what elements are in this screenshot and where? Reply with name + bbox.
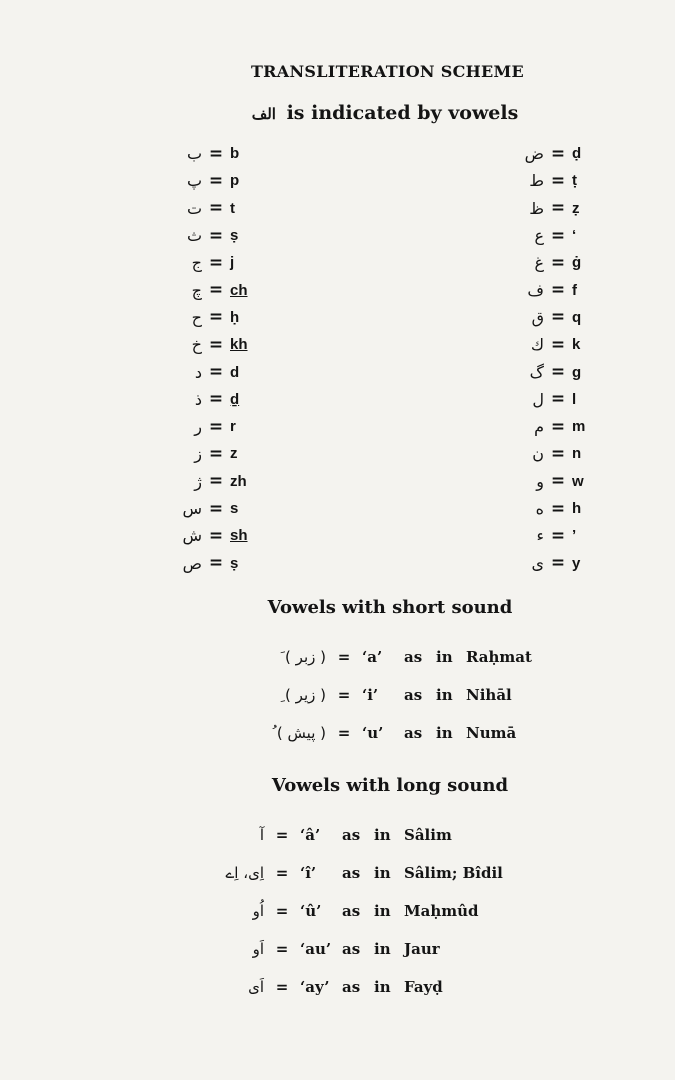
vowel-arabic: ( زبر ) َ xyxy=(280,648,326,666)
arabic-letter: ج xyxy=(191,253,202,273)
vowel-symbol: ‘ay’ xyxy=(300,978,330,996)
equals-sign: = xyxy=(550,498,566,519)
long-vowels-heading: Vowels with long sound xyxy=(271,775,509,796)
arabic-letter: ت xyxy=(186,198,202,218)
arabic-letter: ش xyxy=(182,526,202,546)
arabic-letter: س xyxy=(182,499,202,518)
equals-sign: = xyxy=(550,334,566,355)
consonant-column-left xyxy=(180,140,300,577)
vowel-symbol: ‘û’ xyxy=(300,902,322,920)
vowel-symbol: ‘i’ xyxy=(362,686,379,704)
right-row xyxy=(522,549,642,576)
in-word: in xyxy=(374,864,391,882)
arabic-letter: ف xyxy=(527,280,544,300)
latin-transliteration: ’ xyxy=(572,527,577,545)
arabic-letter: ل xyxy=(532,389,544,409)
vowel-symbol: ‘u’ xyxy=(362,724,384,742)
left-row xyxy=(180,413,300,440)
left-row xyxy=(180,140,300,167)
latin-transliteration: ẓ xyxy=(572,199,580,217)
arabic-letter: ر xyxy=(194,417,202,437)
arabic-letter: غ xyxy=(534,253,544,273)
right-row xyxy=(522,468,642,495)
equals-sign: = xyxy=(550,198,566,219)
example-word: Numā xyxy=(466,724,517,742)
left-row xyxy=(180,331,300,358)
example-word: Maḥmûd xyxy=(404,902,479,920)
equals-sign: = xyxy=(208,143,224,164)
equals-sign: = xyxy=(337,648,351,666)
vowel-arabic: اُو xyxy=(252,902,264,920)
equals-sign: = xyxy=(550,362,566,383)
example-word: Sâlim xyxy=(404,826,452,844)
latin-transliteration: h xyxy=(572,500,582,517)
left-row xyxy=(180,440,300,467)
short-vowels-heading: Vowels with short sound xyxy=(267,597,513,618)
example-word: Jaur xyxy=(404,940,440,958)
example-word: Fayḍ xyxy=(404,978,443,996)
latin-transliteration: ḏ xyxy=(230,390,240,408)
equals-sign: = xyxy=(275,864,289,882)
equals-sign: = xyxy=(208,471,224,492)
as-word: as xyxy=(342,978,361,996)
latin-transliteration: t xyxy=(230,199,235,217)
arabic-letter: ب xyxy=(186,144,202,164)
latin-transliteration: s xyxy=(230,500,239,517)
equals-sign: = xyxy=(550,143,566,164)
equals-sign: = xyxy=(550,553,566,574)
arabic-letter: خ xyxy=(191,335,202,355)
latin-transliteration: ṣ xyxy=(230,227,239,245)
example-word: Nihāl xyxy=(466,686,512,704)
as-word: as xyxy=(342,902,361,920)
equals-sign: = xyxy=(550,307,566,328)
equals-sign: = xyxy=(550,471,566,492)
equals-sign: = xyxy=(337,724,351,742)
vowel-arabic: آ xyxy=(259,826,264,844)
latin-transliteration: j xyxy=(230,254,235,272)
right-row xyxy=(522,331,642,358)
equals-sign: = xyxy=(208,525,224,546)
arabic-letter: ص xyxy=(182,553,202,573)
vowel-arabic: اِی، اِے xyxy=(225,864,264,882)
right-row xyxy=(522,358,642,385)
equals-sign: = xyxy=(208,443,224,464)
equals-sign: = xyxy=(550,525,566,546)
in-word: in xyxy=(374,940,391,958)
right-row xyxy=(522,495,642,522)
arabic-letter: ع xyxy=(534,226,544,246)
latin-transliteration: ḍ xyxy=(572,145,582,163)
vowel-symbol: ‘â’ xyxy=(300,826,321,844)
as-word: as xyxy=(342,940,361,958)
right-row xyxy=(522,195,642,222)
equals-sign: = xyxy=(275,902,289,920)
arabic-letter: چ xyxy=(191,280,202,300)
equals-sign: = xyxy=(550,443,566,464)
latin-transliteration: r xyxy=(230,418,236,436)
as-word: as xyxy=(342,864,361,882)
latin-transliteration: w xyxy=(572,472,584,490)
left-row xyxy=(180,276,300,303)
left-row xyxy=(180,468,300,495)
arabic-letter: ژ xyxy=(194,471,202,491)
latin-transliteration: ṣ xyxy=(230,554,239,572)
vowel-symbol: ‘a’ xyxy=(362,648,383,666)
equals-sign: = xyxy=(275,978,289,996)
as-word: as xyxy=(342,826,361,844)
right-row xyxy=(522,413,642,440)
equals-sign: = xyxy=(275,826,289,844)
latin-transliteration: p xyxy=(230,172,240,190)
arabic-letter: ط xyxy=(529,171,544,191)
latin-transliteration: ṭ xyxy=(572,172,577,190)
vowel-arabic: ( پيش ) ُ xyxy=(272,724,326,742)
latin-transliteration: ġ xyxy=(572,254,582,272)
vowel-row xyxy=(0,940,440,958)
as-word: as xyxy=(404,724,423,742)
vowel-symbol: ‘î’ xyxy=(300,864,317,882)
equals-sign: = xyxy=(550,252,566,273)
equals-sign: = xyxy=(208,198,224,219)
page-title: TRANSLITERATION SCHEME xyxy=(250,62,525,81)
equals-sign: = xyxy=(550,225,566,246)
latin-transliteration: g xyxy=(572,363,582,381)
arabic-letter: ح xyxy=(191,307,202,327)
in-word: in xyxy=(436,686,453,704)
as-word: as xyxy=(404,648,423,666)
vowel-row xyxy=(0,864,503,882)
vowel-row xyxy=(0,724,516,742)
vowel-row xyxy=(0,978,443,996)
arabic-letter: م xyxy=(534,417,544,437)
as-word: as xyxy=(404,686,423,704)
example-word: Raḥmat xyxy=(466,648,532,666)
left-row xyxy=(180,358,300,385)
vowel-arabic: ( زير ) ِ xyxy=(280,686,326,704)
arabic-letter: ض xyxy=(524,144,544,164)
arabic-letter: ء xyxy=(536,526,544,546)
equals-sign: = xyxy=(208,307,224,328)
arabic-letter: ظ xyxy=(529,198,544,218)
arabic-letter: ق xyxy=(531,307,544,327)
equals-sign: = xyxy=(208,498,224,519)
equals-sign: = xyxy=(208,170,224,191)
in-word: in xyxy=(374,826,391,844)
latin-transliteration: d xyxy=(230,363,240,381)
vowel-arabic: اَی xyxy=(248,978,264,996)
arabic-letter: ذ xyxy=(194,389,202,409)
equals-sign: = xyxy=(208,225,224,246)
left-row xyxy=(180,304,300,331)
alif-text: is indicated by vowels xyxy=(286,102,519,124)
latin-transliteration: ch xyxy=(230,281,248,299)
left-row xyxy=(180,386,300,413)
alif-note xyxy=(0,102,675,124)
left-row xyxy=(180,522,300,549)
equals-sign: = xyxy=(337,686,351,704)
vowel-row xyxy=(0,826,452,844)
right-row xyxy=(522,140,642,167)
equals-sign: = xyxy=(550,280,566,301)
latin-transliteration: n xyxy=(572,445,582,463)
in-word: in xyxy=(374,902,391,920)
right-row xyxy=(522,522,642,549)
latin-transliteration: ḥ xyxy=(230,308,240,326)
latin-transliteration: m xyxy=(572,418,586,436)
left-row xyxy=(180,195,300,222)
in-word: in xyxy=(374,978,391,996)
equals-sign: = xyxy=(550,170,566,191)
in-word: in xyxy=(436,648,453,666)
equals-sign: = xyxy=(208,416,224,437)
latin-transliteration: ‘ xyxy=(572,227,577,245)
alif-arabic: الف xyxy=(251,105,276,123)
arabic-letter: ز xyxy=(194,444,202,464)
arabic-letter: پ xyxy=(186,171,202,191)
arabic-letter: گ xyxy=(529,362,544,382)
arabic-letter: ى xyxy=(531,553,544,573)
latin-transliteration: y xyxy=(572,554,581,572)
latin-transliteration: b xyxy=(230,145,240,163)
left-row xyxy=(180,495,300,522)
left-row xyxy=(180,549,300,576)
equals-sign: = xyxy=(208,362,224,383)
equals-sign: = xyxy=(208,389,224,410)
equals-sign: = xyxy=(208,252,224,273)
latin-transliteration: q xyxy=(572,308,582,326)
latin-transliteration: l xyxy=(572,390,577,408)
vowel-row xyxy=(0,686,512,704)
right-row xyxy=(522,167,642,194)
equals-sign: = xyxy=(208,553,224,574)
latin-transliteration: zh xyxy=(230,472,247,490)
vowel-arabic: اَو xyxy=(252,940,264,958)
arabic-letter: ك xyxy=(530,335,544,355)
equals-sign: = xyxy=(275,940,289,958)
arabic-letter: و xyxy=(536,471,544,491)
equals-sign: = xyxy=(208,334,224,355)
example-word: Sâlim; Bîdil xyxy=(404,864,503,882)
left-row xyxy=(180,222,300,249)
vowel-row xyxy=(0,648,532,666)
equals-sign: = xyxy=(208,280,224,301)
vowel-row xyxy=(0,902,479,920)
right-row xyxy=(522,386,642,413)
latin-transliteration: kh xyxy=(230,336,248,354)
right-row xyxy=(522,440,642,467)
arabic-letter: ن xyxy=(532,444,544,464)
equals-sign: = xyxy=(550,416,566,437)
in-word: in xyxy=(436,724,453,742)
right-row xyxy=(522,249,642,276)
arabic-letter: ه xyxy=(535,499,544,518)
consonant-column-right xyxy=(522,140,642,577)
right-row xyxy=(522,276,642,303)
left-row xyxy=(180,167,300,194)
latin-transliteration: sh xyxy=(230,527,248,545)
arabic-letter: ث xyxy=(186,226,202,246)
right-row xyxy=(522,222,642,249)
arabic-letter: د xyxy=(194,362,202,382)
right-row xyxy=(522,304,642,331)
left-row xyxy=(180,249,300,276)
latin-transliteration: z xyxy=(230,445,238,463)
equals-sign: = xyxy=(550,389,566,410)
vowel-symbol: ‘au’ xyxy=(300,940,332,958)
latin-transliteration: k xyxy=(572,336,581,354)
latin-transliteration: f xyxy=(572,281,577,299)
